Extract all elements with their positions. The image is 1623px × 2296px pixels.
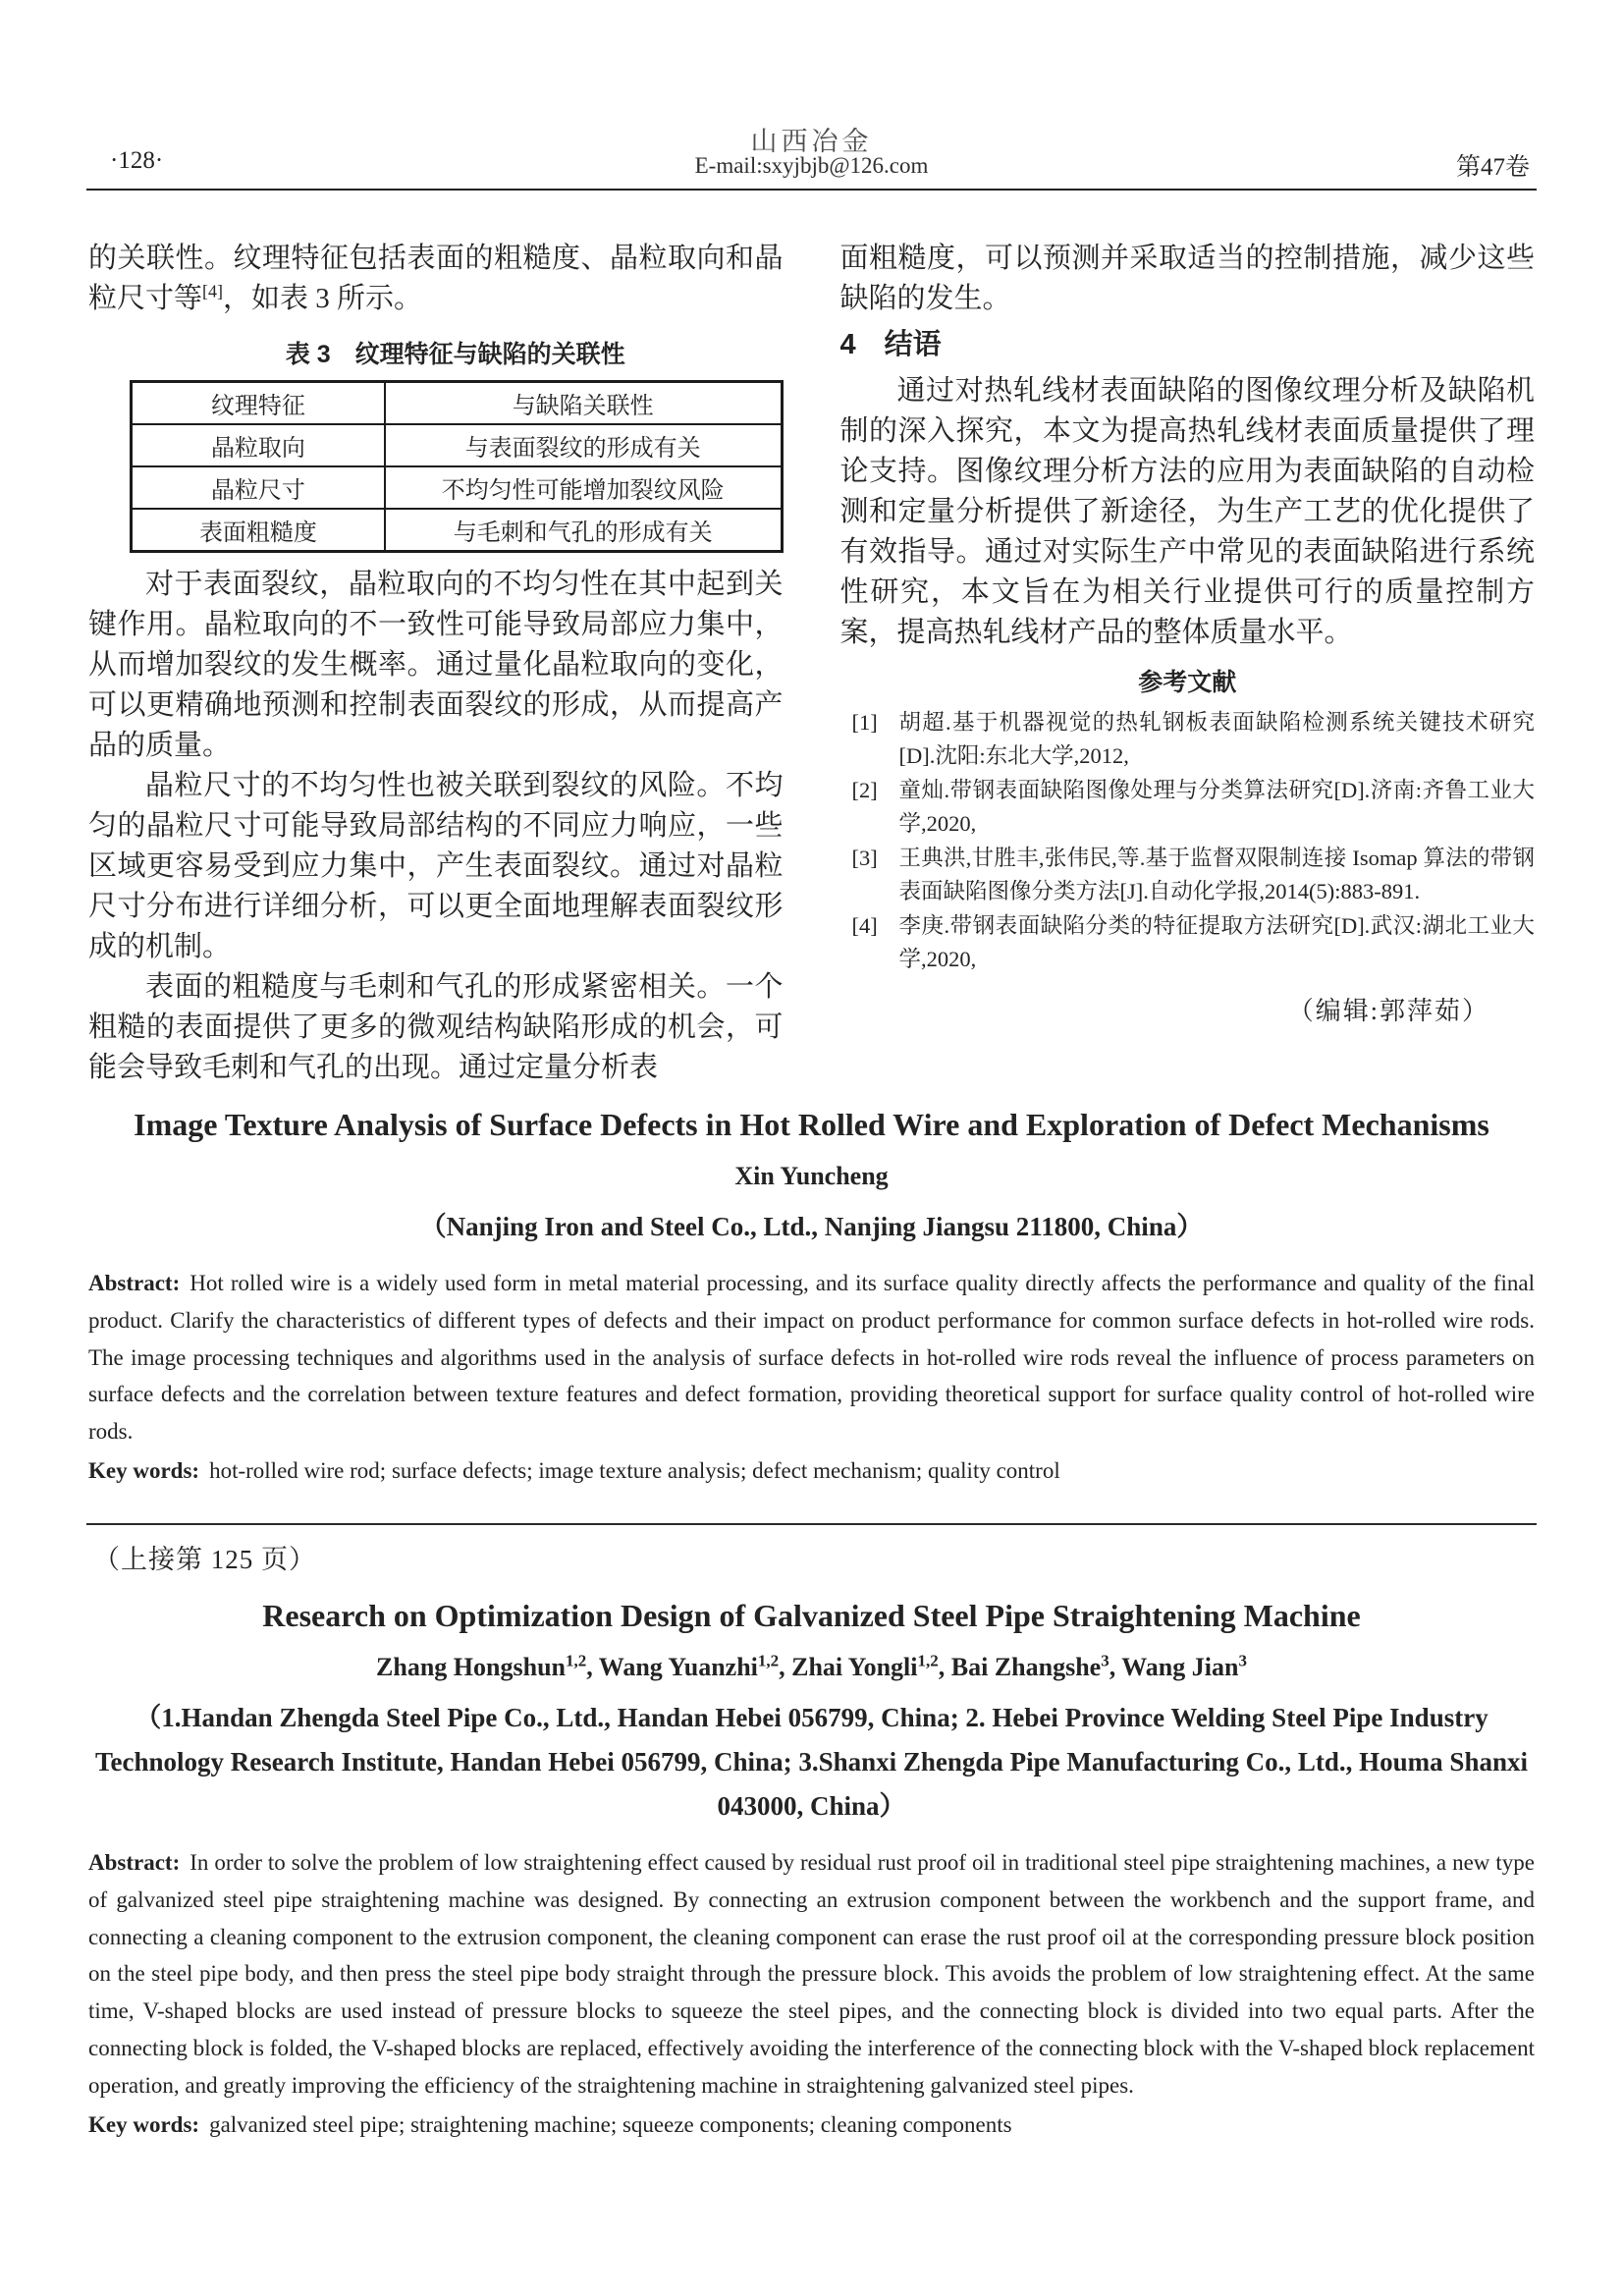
journal-email: E-mail:sxyjbjb@126.com [694, 153, 929, 178]
keywords-text: hot-rolled wire rod; surface defects; image texture analysis; defect mechanism; quality control [209, 1457, 1060, 1483]
article1-title: Image Texture Analysis of Surface Defects in Hot Rolled Wire and Exploration of Defect Mechanisms [134, 1107, 1489, 1142]
references-heading: 参考文献 [1138, 669, 1237, 696]
reference-text: 胡超.基于机器视觉的热轧钢板表面缺陷检测系统关键技术研究[D].沈阳:东北大学,2012, [898, 710, 1535, 768]
body-paragraph: 对于表面裂纹，晶粒取向的不均匀性在其中起到关键作用。晶粒取向的不一致性可能导致局部应力集中，从而增加裂纹的发生概率。通过量化晶粒取向的变化，可以更精确地预测和控制表面裂纹的形成，从而提高产品的质量。 [88, 569, 784, 761]
para1-text: 的关联性。纹理特征包括表面的粗糙度、晶粒取向和晶粒尺寸等 [88, 243, 784, 314]
table-cell: 不均匀性可能增加裂纹风险 [385, 466, 782, 509]
table-header-row [132, 382, 783, 425]
article1-author: Xin Yuncheng [734, 1162, 889, 1190]
article1-english-block [88, 1102, 1535, 1490]
reference-label: [4] [851, 913, 878, 938]
reference-item [852, 774, 1536, 840]
author-name: Wang Yuanzhi [598, 1653, 758, 1681]
reference-item [852, 909, 1536, 975]
table-row [132, 509, 783, 552]
abstract-text: Hot rolled wire is a widely used form in metal material processing, and its surface quality directly affects the performance and quality of the final product. Clarify the characteristics of different types of defects and their impact on product performance for common surface defects in hot-rolled wire rods. The image processing techniques and algorithms used in the analysis of surface defects in hot-rolled wire rods reveal the influence of process parameters on surface defects and the correlation between texture features and defect formation, providing theoretical support for surface quality control of hot-rolled wire rods. [88, 1271, 1535, 1445]
reference-item [852, 706, 1536, 772]
keywords-text: galvanized steel pipe; straightening machine; squeeze components; cleaning components [209, 2111, 1012, 2137]
editor-note: （编辑:郭萍茹） [1287, 997, 1489, 1025]
table-cell: 与毛刺和气孔的形成有关 [385, 509, 782, 552]
body-paragraph: 表面的粗糙度与毛刺和气孔的形成紧密相关。一个粗糙的表面提供了更多的微观结构缺陷形成的机会，可能会导致毛刺和气孔的出现。通过定量分析表 [88, 971, 784, 1083]
reference-label: [1] [851, 710, 878, 735]
right-column [840, 239, 1536, 1088]
article1-abstract [88, 1265, 1535, 1450]
header-rule [86, 189, 1537, 191]
reference-item [852, 842, 1536, 907]
reference-label: [3] [851, 846, 878, 870]
table-row [132, 466, 783, 509]
author-name: Bai Zhangshe [950, 1653, 1102, 1681]
volume-label: 第47卷 [1455, 154, 1530, 181]
section-heading-conclusion: 4 结语 [839, 329, 942, 360]
article1-affiliation: （Nanjing Iron and Steel Co., Ltd., Nanjing Jiangsu 211800, China） [419, 1212, 1204, 1241]
article2-affiliation: （1.Handan Zhengda Steel Pipe Co., Ltd., Handan Hebei 056799, China; 2. Hebei Province Welding Steel Pipe Industry Technology Research Institute, Handan Hebei 056799, China; 3.Shanxi Zhengda Pipe Manufacturing Co., Ltd., Houma Shanxi 043000, China） [95, 1703, 1528, 1821]
left-column [88, 239, 784, 1088]
citation-superscript: [4] [202, 281, 224, 301]
author-superscript: 1,2 [757, 1651, 780, 1670]
author-name: Wang Jian [1121, 1653, 1239, 1681]
abstract-text: In order to solve the problem of low straightening effect caused by residual rust proof oil in traditional steel pipe straightening machines, a new type of galvanized steel pipe straightening machine was designed. By connecting an extrusion component between the workbench and the support frame, and connecting a cleaning component to the extrusion component, the cleaning component can erase the rust proof oil at the corresponding pressure block position on the steel pipe body, and then press the steel pipe body straight through the pressure block. This avoids the problem of low straightening effect. At the same time, V-shaped blocks are used instead of pressure blocks to squeeze the steel pipes, and the connecting block is divided into two equal parts. After the connecting block is folded, the V-shaped blocks are replaced, effectively avoiding the interference of the connecting block with the V-shaped block replacement operation, and greatly improving the efficiency of the straightening machine in straightening galvanized steel pipes. [88, 1850, 1535, 2098]
article2-english-block [88, 1593, 1535, 2143]
author-superscript: 3 [1101, 1651, 1109, 1670]
article1-keywords [88, 1452, 1535, 1490]
table-cell: 与表面裂纹的形成有关 [385, 424, 782, 466]
section-divider-rule [86, 1523, 1537, 1525]
reference-text: 王典洪,甘胜丰,张伟民,等.基于监督双限制连接 Isomap 算法的带钢表面缺陷图像分类方法[J].自动化学报,2014(5):883-891. [898, 846, 1535, 903]
body-paragraph: 晶粒尺寸的不均匀性也被关联到裂纹的风险。不均匀的晶粒尺寸可能导致局部结构的不同应力响应，一些区域更容易受到应力集中，产生表面裂纹。通过对晶粒尺寸分布进行详细分析，可以更全面地理解表面裂纹形成的机制。 [88, 770, 784, 962]
author-separator: , [779, 1653, 792, 1681]
table-caption: 表 3 纹理特征与缺陷的关联性 [285, 341, 625, 368]
body-paragraph-continued [88, 239, 784, 319]
author-separator: , [586, 1653, 599, 1681]
author-name: Zhai Yongli [791, 1653, 918, 1681]
reference-text: 童灿.带钢表面缺陷图像处理与分类算法研究[D].济南:齐鲁工业大学,2020, [898, 778, 1535, 836]
body-paragraph: 通过对热轧线材表面缺陷的图像纹理分析及缺陷机制的深入探究，本文为提高热轧线材表面质量提供了理论支持。图像纹理分析方法的应用为表面缺陷的自动检测和定量分析提供了新途径，为生产工艺的优化提供了有效指导。通过对实际生产中常见的表面缺陷进行系统性研究，本文旨在为相关行业提供可行的质量控制方案，提高热轧线材产品的整体质量水平。 [839, 375, 1535, 648]
keywords-label: Key words: [88, 1457, 200, 1483]
article2-authors [88, 1653, 1535, 1682]
article2-keywords [88, 2106, 1535, 2144]
texture-defect-table [130, 380, 784, 553]
author-superscript: 3 [1238, 1651, 1247, 1670]
table-cell: 晶粒取向 [132, 424, 385, 466]
article2-title: Research on Optimization Design of Galvanized Steel Pipe Straightening Machine [262, 1598, 1361, 1633]
table-cell: 表面粗糙度 [132, 509, 385, 552]
author-separator: , [1109, 1653, 1122, 1681]
author-superscript: 1,2 [566, 1651, 587, 1670]
reference-label: [2] [851, 778, 878, 802]
continuation-note: （上接第 125 页） [93, 1545, 316, 1574]
keywords-label: Key words: [88, 2111, 200, 2137]
table-row [132, 424, 783, 466]
abstract-label: Abstract: [88, 1850, 181, 1875]
two-column-body [88, 239, 1535, 1088]
journal-name: 山西冶金 [750, 127, 873, 156]
table-header-cell: 与缺陷关联性 [385, 382, 782, 425]
author-superscript: 1,2 [917, 1651, 939, 1670]
para1-tail: ，如表 3 所示。 [223, 283, 423, 314]
table-header-cell: 纹理特征 [132, 382, 385, 425]
table-cell: 晶粒尺寸 [132, 466, 385, 509]
reference-text: 李庚.带钢表面缺陷分类的特征提取方法研究[D].武汉:湖北工业大学,2020, [898, 913, 1535, 971]
page-number: ·128· [110, 147, 164, 174]
abstract-label: Abstract: [88, 1271, 181, 1295]
article2-abstract [88, 1844, 1535, 2105]
body-paragraph-continued: 面粗糙度，可以预测并采取适当的控制措施，减少这些缺陷的发生。 [839, 243, 1535, 314]
author-name: Zhang Hongshun [376, 1653, 566, 1681]
author-separator: , [938, 1653, 951, 1681]
